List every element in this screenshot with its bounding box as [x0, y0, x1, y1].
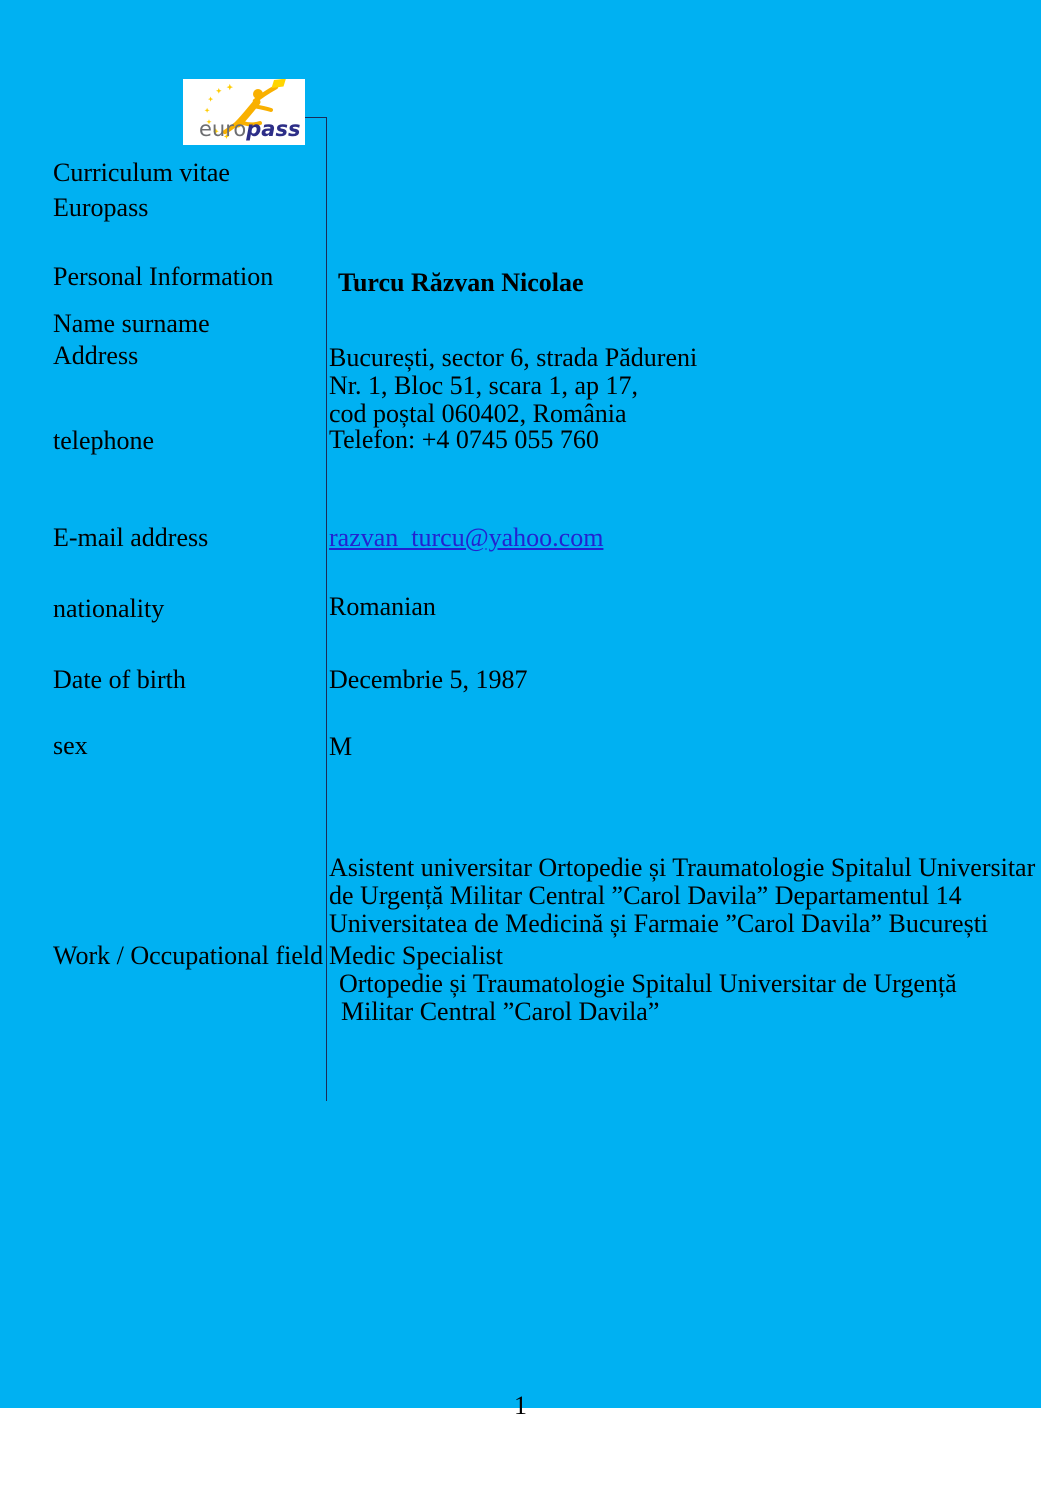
- date-of-birth-label: Date of birth: [53, 665, 186, 694]
- logo-wordmark: europass: [199, 117, 301, 141]
- work-field-value-line-3: Militar Central ”Carol Davila”: [341, 997, 660, 1026]
- telephone-value: Telefon: +4 0745 055 760: [329, 425, 599, 454]
- email-label: E-mail address: [53, 523, 209, 552]
- work-affiliation-line-2: de Urgență Militar Central ”Carol Davila” Departamentul 14: [329, 881, 962, 910]
- doc-title-line1: Curriculum vitae: [53, 158, 230, 187]
- name-surname-label: Name surname: [53, 309, 210, 338]
- doc-title-line2: Europass: [53, 193, 149, 222]
- address-line-2: Nr. 1, Bloc 51, scara 1, ap 17,: [329, 371, 639, 400]
- work-affiliation: [329, 854, 1035, 938]
- logo-connector-line: [305, 117, 326, 118]
- work-affiliation-line-3: Universitatea de Medicină și Farmaie ”Carol Davila” București: [329, 909, 989, 938]
- date-of-birth-value: Decembrie 5, 1987: [329, 665, 528, 694]
- europass-logo-icon: [183, 79, 305, 145]
- column-divider-line: [326, 117, 327, 1101]
- page-number: 1: [514, 1391, 527, 1420]
- address-label: Address: [53, 341, 139, 370]
- sex-value: M: [329, 732, 353, 761]
- address-line-3: cod poștal 060402, România: [329, 399, 627, 428]
- sex-label: sex: [53, 731, 88, 760]
- address-value: [329, 344, 697, 428]
- work-affiliation-line-1: Asistent universitar Ortopedie și Traumatologie Spitalul Universitar: [329, 853, 1036, 882]
- address-line-1: București, sector 6, strada Pădureni: [329, 343, 698, 372]
- work-field-value-line-1: Medic Specialist: [329, 941, 504, 970]
- nationality-label: nationality: [53, 594, 165, 623]
- telephone-label: telephone: [53, 426, 155, 455]
- europass-logo: [183, 79, 305, 145]
- email-link[interactable]: razvan_turcu@yahoo.com: [329, 523, 604, 552]
- nationality-value: Romanian: [329, 592, 436, 621]
- work-field-value-line-2: Ortopedie și Traumatologie Spitalul Universitar de Urgență: [339, 969, 957, 998]
- section-label-personal-information: Personal Information: [53, 262, 274, 291]
- name-value: Turcu Răzvan Nicolae: [338, 268, 584, 297]
- email-value: [329, 524, 603, 552]
- work-field-label: Work / Occupational field: [53, 941, 324, 970]
